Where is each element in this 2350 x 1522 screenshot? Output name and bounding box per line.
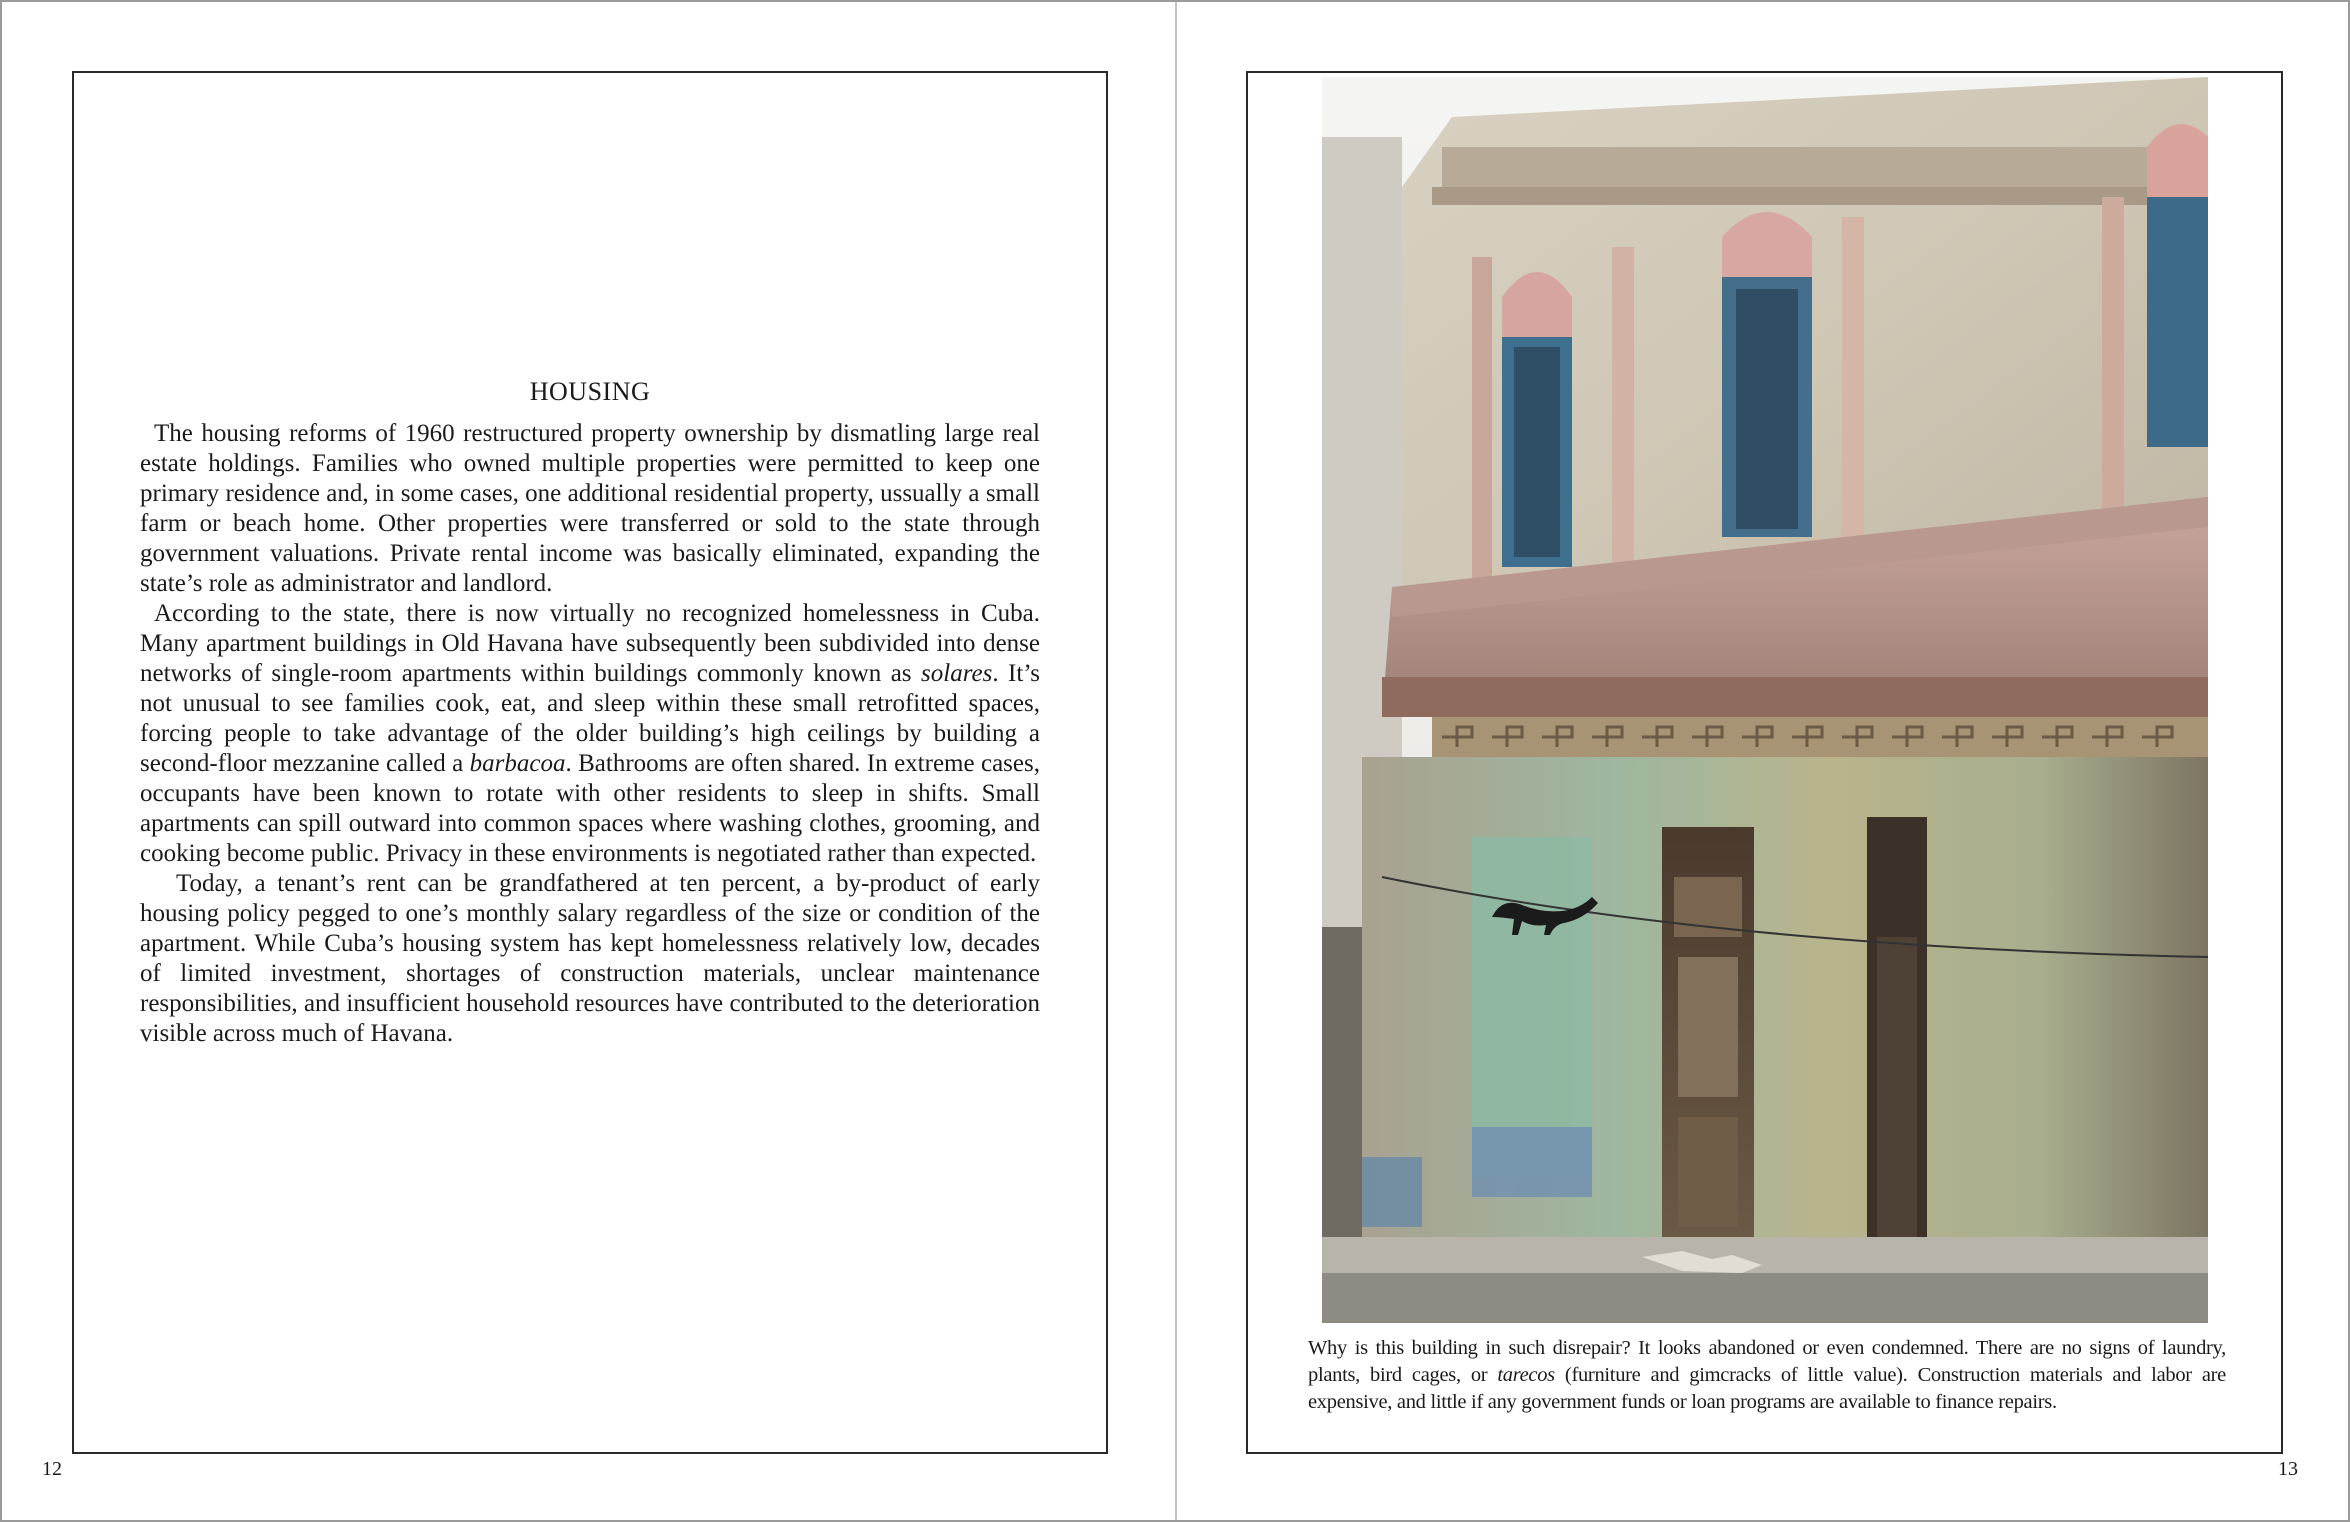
building-photo <box>1322 77 2208 1323</box>
term-solares: solares <box>921 660 993 687</box>
paragraph-2-part-a: According to the state, there is now virtually no recognized homelessness in Cuba. Many apartment buildings in Old Havana have subsequently been subdivided into dense networks of single-room apartments within buildings commonly known as <box>140 600 1040 687</box>
photo-caption <box>1308 1335 2226 1416</box>
paragraph-2 <box>140 599 1040 869</box>
paragraph-2-part-b: . It’s not unusual to see families cook, eat, and sleep within these small retrofitted spaces, forcing people to take advantage of the older building’s high ceilings by building a second-floor mezzanine called a <box>140 660 1040 777</box>
caption-part-b: (furniture and gimcracks of little value). Construction materials and labor are expensive, and little if any government funds or loan programs are available to finance repairs. <box>1308 1364 2226 1413</box>
page-gutter <box>1175 2 1177 1520</box>
page-number-right: 13 <box>2278 1458 2298 1480</box>
term-barbacoa: barbacoa <box>469 750 566 777</box>
paragraph-3: Today, a tenant’s rent can be grandfathered at ten percent, a by-product of early housing policy pegged to one’s monthly salary regardless of the size or condition of the apartment. While Cuba’s housing system has kept homelessness relatively low, decades of limited investment, shortages of construction materials, unclear maintenance responsibilities, and insufficient household resources have contributed to the deterioration visible across much of Havana. <box>140 870 1040 1047</box>
term-tarecos: tarecos <box>1497 1364 1555 1386</box>
paragraph-1: The housing reforms of 1960 restructured property ownership by dismatling large real estate holdings. Families who owned multiple properties were permitted to keep one primary residence and, in some cases, one additional residential property, ussually a small farm or beach home. Other properties were transferred or sold to the state through government valuations. Private rental income was basically eliminated, expanding the state’s role as administrator and landlord. <box>140 420 1040 597</box>
left-page-frame <box>72 71 1108 1454</box>
housing-text-block <box>140 375 1040 1049</box>
paragraph-2-part-c: . Bathrooms are often shared. In extreme cases, occupants have been known to rotate with other residents to sleep in shifts. Small apartments can spill outward into common spaces where washing clothes, grooming, and cooking become public. Privacy in these environments is negotiated rather than expected. <box>140 750 1040 867</box>
caption-part-a: Why is this building in such disrepair? It looks abandoned or even condemned. There are no signs of laundry, plants, bird cages, or <box>1308 1337 2226 1386</box>
page-number-left: 12 <box>42 1458 62 1480</box>
section-heading: HOUSING <box>529 377 651 406</box>
right-page-frame <box>1246 71 2283 1454</box>
